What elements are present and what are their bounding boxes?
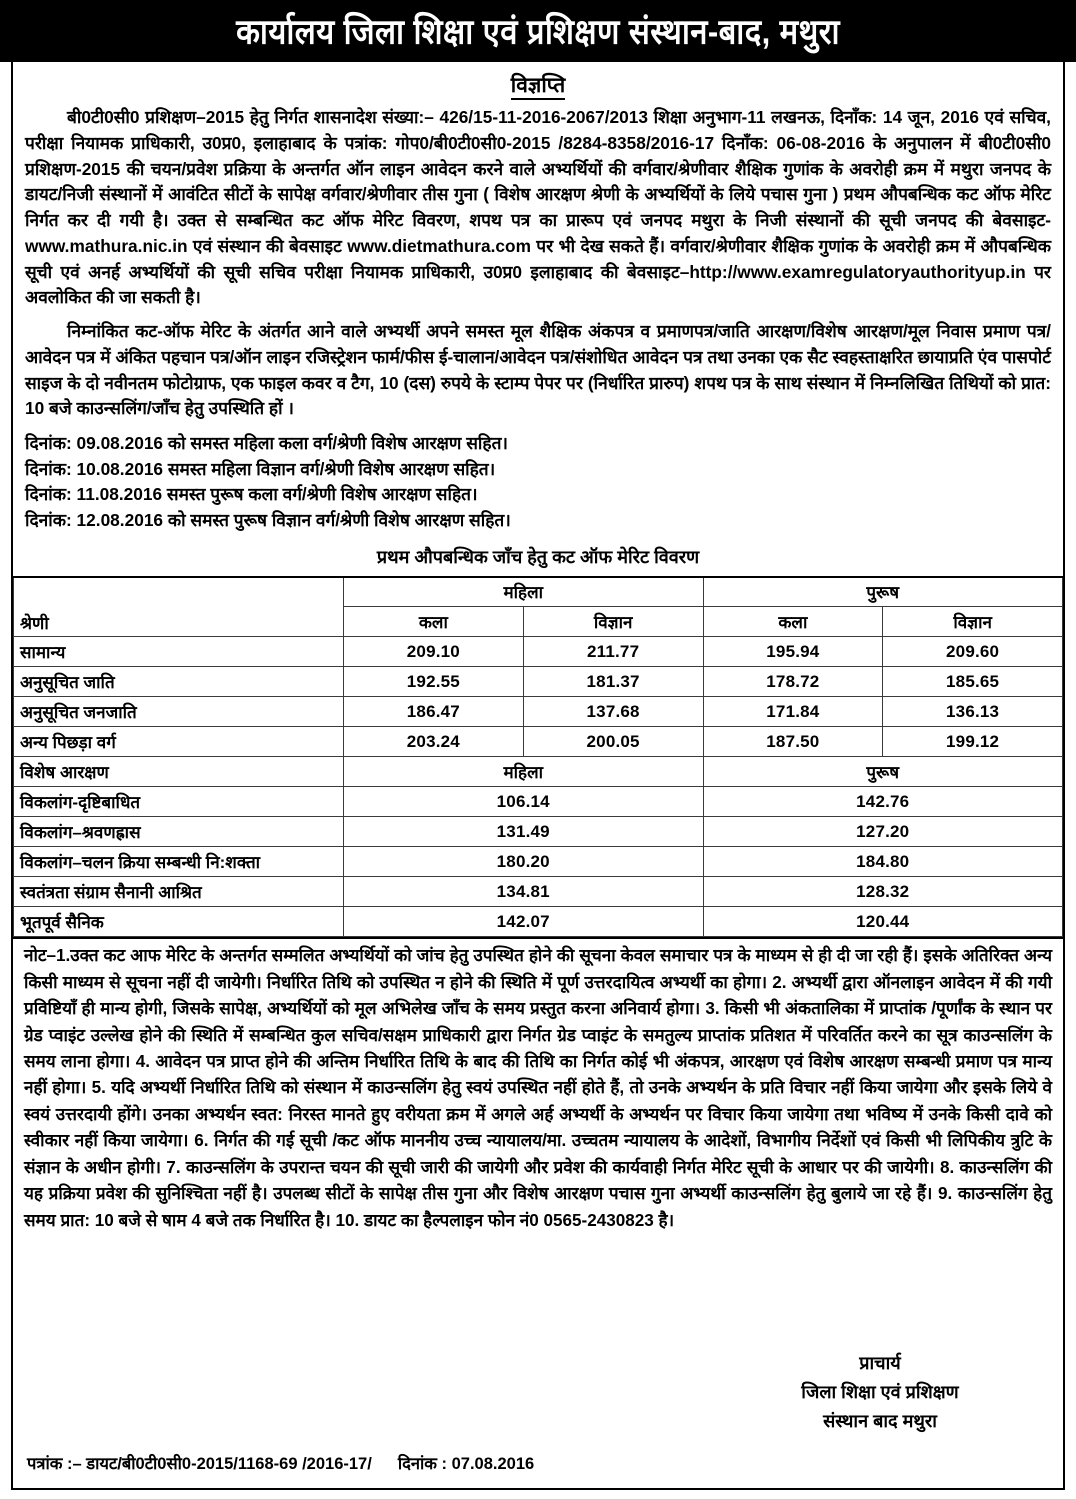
cell-female-science: 181.37 [523,667,703,697]
signature-institution-line1: जिला शिक्षा एवं प्रशिक्षण [801,1381,959,1402]
cell-female: 142.07 [344,907,704,937]
row-category: भूतपूर्व सैनिक [14,907,344,937]
cell-male: 128.32 [703,877,1063,907]
paragraph-1: बी0टी0सी0 प्रशिक्षण–2015 हेतु निर्गत शासनादेश संख्या:– 426/15-11-2016-2067/2013 शिक्षा अनुभाग-11 लखनऊ, दिनाँक: 14 जून, 2016 एवं सचिव, परीक्षा नियामक प्राधिकारी, उ0प्र0, इलाहाबाद के पत्रांक: गोप0/बी0टी0सी0-2015 /8284-8358/2016-17 दिनाँक: 06-08-2016 के अनुपालन में बी0टी0सी0 प्रशिक्षण-2015 की चयन/प्रवेश प्रक्रिया के अन्तर्गत ऑन लाइन आवेदन करने वाले अभ्यर्थियों की वर्गवार/श्रेणीवार शैक्षिक गुणांक के अवरोही क्रम में मथुरा जनपद के डायट/निजी संस्थानों में आवंटित सीटों के सापेक्ष वर्गवार/श्रेणीवार तीस गुना ( विशेष आरक्षण श्रेणी के अभ्यर्थियों के लिये पचास गुना ) प्रथम औपबन्धिक कट ऑफ मेरिट निर्गत कर दी गयी है। उक्त से सम्बन्धित कट ऑफ मेरिट विवरण, शपथ पत्र का प्रारूप एवं जनपद मथुरा के निजी संस्थानों की सूची जनपद की बेवसाइट- www.mathura.nic.in एवं संस्थान की बेवसाइट www.dietmathura.com पर भी देख सकते हैं। वर्गवार/श्रेणीवार शैक्षिक गुणांक के अवरोही क्रम में औपबन्धिक सूची एवं अनर्ह अभ्यर्थियों की सूची सचिव परीक्षा नियामक प्राधिकारी, उ0प्र0 इलाहाबाद की बेवसाइट–http://www.examregulatoryauthorityup.in पर अवलोकित की जा सकती है। [25,107,1051,308]
cell-male: 120.44 [703,907,1063,937]
cell-female: 134.81 [344,877,704,907]
date-line [25,431,1051,457]
table-row [14,727,1063,757]
date-text: समस्त महिला विज्ञान वर्ग/श्रेणी विशेष आरक्षण सहित। [167,458,496,479]
date-label: दिनांक: 12.08.2016 [25,509,164,530]
cell-male-arts: 195.94 [703,637,883,667]
date-label: दिनांक: 09.08.2016 [25,433,164,454]
cell-male: 184.80 [703,847,1063,877]
footer-date: दिनांक : 07.08.2016 [397,1455,535,1473]
cell-male: 127.20 [703,817,1063,847]
category-column-header: श्रेणी [14,577,344,637]
cell-male: 142.76 [703,787,1063,817]
date-text: समस्त पुरूष कला वर्ग/श्रेणी विशेष आरक्षण सहित। [166,484,478,505]
date-line [25,457,1051,483]
table-row [14,877,1063,907]
date-line [25,508,1051,534]
table-row [14,697,1063,727]
table-row [14,667,1063,697]
signature-block [715,1349,1045,1436]
table-header-group-row [14,577,1063,607]
notes-label: नोट– [24,946,57,966]
paragraph-2: निम्नांकित कट-ऑफ मेरिट के अंतर्गत आने वाले अभ्यर्थी अपने समस्त मूल शैक्षिक अंकपत्र व प्रमाणपत्र/जाति आरक्षण/विशेष आरक्षण/मूल निवास प्रमाण पत्र/आवेदन पत्र में अंकित पहचान पत्र/ऑन लाइन रजिस्ट्रेशन फार्म/फीस ई-चालान/आवेदन पत्र/संशोधित आवेदन पत्र तथा उनका एक सैट स्वहस्ताक्षरित छायाप्रति एंव पासपोर्ट साइज के दो नवीनतम फोटोग्राफ, एक फाइल कवर व टैग, 10 (दस) रुपये के स्टाम्प पेपर पर (निर्धारित प्रारुप) शपथ पत्र के साथ संस्थान में निम्नलिखित तिथियों को प्रात: 10 बजे काउन्सलिंग/जाँच हेतु उपस्थिति हों । [25,321,1051,419]
cell-male-arts: 178.72 [703,667,883,697]
group-header-female: महिला [344,577,704,607]
cell-female-arts: 192.55 [344,667,524,697]
cell-male-science: 136.13 [883,697,1063,727]
cell-male-arts: 171.84 [703,697,883,727]
row-category: विकलांग–चलन क्रिया सम्बन्धी नि:शक्ता [14,847,344,877]
notes-section [13,937,1063,1234]
row-category: सामान्य [14,637,344,667]
cell-female-science: 200.05 [523,727,703,757]
notice-kind-heading [13,71,1063,99]
notes-paragraph [24,943,1052,1234]
row-category: अनुसूचित जनजाति [14,697,344,727]
cell-male-science: 199.12 [883,727,1063,757]
cell-female-arts: 209.10 [344,637,524,667]
subheader-female-science: विज्ञान [523,607,703,637]
header-banner [0,0,1076,62]
special-header-male: पुरूष [703,757,1063,787]
notice-kind-label: विज्ञप्ति [511,74,565,100]
signature-designation: प्राचार्य [859,1352,901,1373]
merit-table-title: प्रथम औपबन्धिक जाँच हेतु कट ऑफ मेरिट विवरण [376,546,700,567]
cut-off-merit-table [13,576,1063,938]
cell-female-science: 137.68 [523,697,703,727]
signature-institution-line2: संस्थान बाद मथुरा [823,1410,937,1431]
table-row [14,637,1063,667]
cell-female-arts: 186.47 [344,697,524,727]
row-category: अनुसूचित जाति [14,667,344,697]
date-text: को समस्त महिला कला वर्ग/श्रेणी विशेष आरक्षण सहित। [167,433,508,454]
subheader-male-arts: कला [703,607,883,637]
table-row [14,817,1063,847]
row-category: विकलांग-दृष्टिबाधित [14,787,344,817]
body-paragraphs [13,105,1063,422]
table-row [14,787,1063,817]
footer-ref-number: पत्रांक :– डायट/बी0टी0सी0-2015/1168-69 /2016-17/ [27,1455,372,1473]
cell-female-science: 211.77 [523,637,703,667]
cell-male-science: 209.60 [883,637,1063,667]
table-row [14,907,1063,937]
notes-text: 1.उक्त कट आफ मेरिट के अन्तर्गत सम्मलित अभ्यर्थियों को जांच हेतु उपस्थित होने की सूचना केवल समाचार पत्र के माध्यम से ही दी जा रही हैं। इसके अतिरिक्त अन्य किसी माध्यम से सूचना नहीं दी जायेगी। निर्धारित तिथि को उपस्थित न होने की स्थिति में पूर्ण उत्तरदायित्व अभ्यर्थी का होगा। 2. अभ्यर्थी द्वारा ऑनलाइन आवेदन में की गयी प्रविष्टियाँ ही मान्य होगी, जिसके सापेक्ष, अभ्यर्थियों को मूल अभिलेख जाँच के समय प्रस्तुत करना अनिवार्य होगा। 3. किसी भी अंकतालिका में प्राप्तांक /पूर्णांक के स्थान पर ग्रेड प्वाइंट उल्लेख होने की स्थिति में सम्बन्धित कुल सचिव/सक्षम प्राधिकारी द्वारा निर्गत ग्रेड प्वाइंट के समतुल्य प्राप्तांक प्रतिशत में परिवर्तित करने का सूत्र काउन्सलिंग के समय लाना होगा। 4. आवेदन पत्र प्राप्त होने की अन्तिम निर्धारित तिथि के बाद की तिथि का निर्गत कोई भी अंकपत्र, आरक्षण एवं विशेष आरक्षण सम्बन्धी प्रमाण पत्र मान्य नहीं होगा। 5. यदि अभ्यर्थी निर्धारित तिथि को संस्थान में काउन्सलिंग हेतु स्वयं उपस्थित नहीं होते हैं, तो उनके अभ्यर्थन के प्रति विचार नहीं किया जायेगा और इसके लिये वे स्वयं उत्तरदायी होंगे। उनका अभ्यर्थन स्वत: निरस्त मानते हुए वरीयता क्रम में अगले अर्ह अभ्यर्थी के अभ्यर्थन पर विचार किया जायेगा तथा भविष्य में उनके किसी दावे को स्वीकार नहीं किया जायेगा। 6. निर्गत की गई सूची /कट ऑफ माननीय उच्च न्यायालय/मा. उच्चतम न्यायालय के आदेशों, विभागीय निर्देशों एवं किसी भी लिपिकीय त्रुटि के संज्ञान के अधीन होगी। 7. काउन्सलिंग के उपरान्त चयन की सूची जारी की जायेगी और प्रवेश की कार्यवाही निर्गत मेरिट सूची के आधार पर की जायेगी। 8. काउन्सलिंग की यह प्रक्रिया प्रवेश की सुनिश्चिता नहीं है। उपलब्ध सीटों के सापेक्ष तीस गुना और विशेष आरक्षण पचास गुना अभ्यर्थी काउन्सलिंग हेतु बुलाये जा रहे हैं। 9. काउन्सलिंग हेतु समय प्रात: 10 बजे से षाम 4 बजे तक निर्धारित है। 10. डायट का हैल्पलाइन फोन नं0 0565-2430823 है। [24,946,1052,1230]
row-category: स्वतंत्रता संग्राम सैनानी आश्रित [14,877,344,907]
cell-female: 180.20 [344,847,704,877]
special-reservation-header: विशेष आरक्षण [14,757,344,787]
date-text: को समस्त पुरूष विज्ञान वर्ग/श्रेणी विशेष आरक्षण सहित। [167,509,511,530]
special-header-female: महिला [344,757,704,787]
date-line [25,482,1051,508]
table-row [14,847,1063,877]
row-category: अन्य पिछड़ा वर्ग [14,727,344,757]
cell-male-arts: 187.50 [703,727,883,757]
cell-female: 106.14 [344,787,704,817]
cell-male-science: 185.65 [883,667,1063,697]
group-header-male: पुरूष [703,577,1063,607]
special-reservation-header-row [14,757,1063,787]
cell-female: 131.49 [344,817,704,847]
cell-female-arts: 203.24 [344,727,524,757]
document-frame [11,62,1065,1490]
subheader-male-science: विज्ञान [883,607,1063,637]
date-label: दिनांक: 11.08.2016 [25,484,163,505]
row-category: विकलांग–श्रवणह्रास [14,817,344,847]
page-title: कार्यालय जिला शिक्षा एवं प्रशिक्षण संस्थान-बाद, मथुरा [236,11,840,52]
footer-reference [27,1451,534,1474]
subheader-female-arts: कला [344,607,524,637]
counselling-dates-list [13,431,1063,533]
date-label: दिनांक: 10.08.2016 [25,458,164,479]
